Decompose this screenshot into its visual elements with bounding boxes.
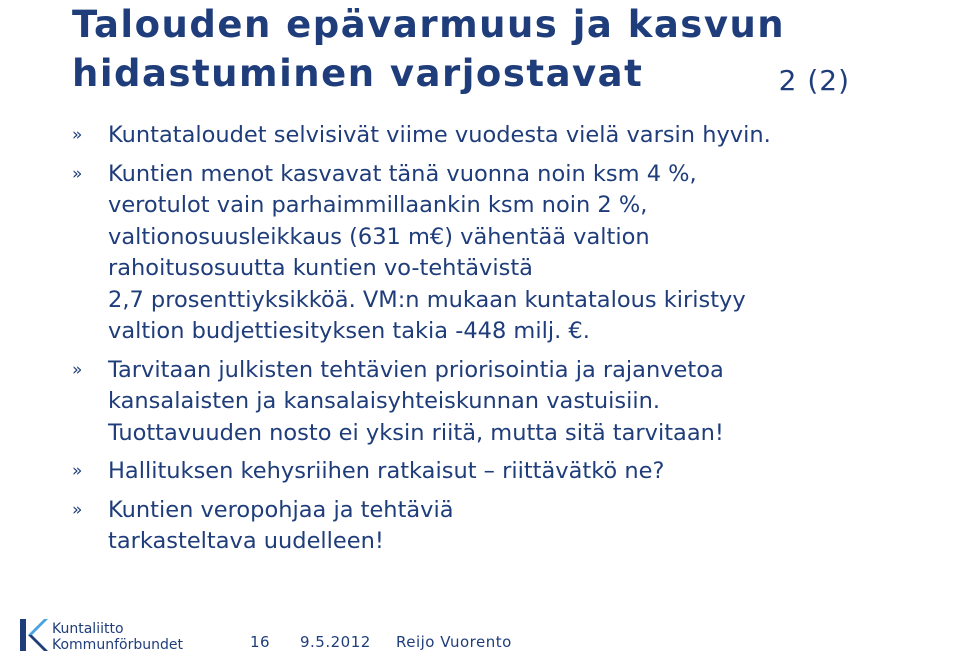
slide-title <box>72 0 932 98</box>
slide-title-line-1: Talouden epävarmuus ja kasvun <box>72 3 786 46</box>
bullet-text: Tarvitaan julkisten tehtävien priorisointia ja rajanvetoa kansalaisten ja kansalaisyhteiskunnan vastuisiin. Tuottavuuden nosto ei yksin riitä, mutta sitä tarvitaan! <box>108 356 724 446</box>
bullet-item <box>72 159 932 348</box>
bullet-text: Kuntien menot kasvavat tänä vuonna noin ksm 4 %, verotulot vain parhaimmillaankin ksm noin 2 %, valtionosuusleikkaus (631 m€) vähentää valtion rahoitusosuutta kuntien vo-tehtävistä 2,7 prosenttiyksikköä. VM:n mukaan kuntatalous kiristyy valtion budjettiesityksen takia -448 milj. €. <box>108 160 746 344</box>
bullet-marker: » <box>72 461 83 481</box>
kuntaliitto-logo-icon <box>18 615 48 655</box>
page-indicator: 2 (2) <box>778 64 850 97</box>
logo-text-swedish: Kommunförbundet <box>52 637 183 653</box>
bullet-item <box>72 355 932 450</box>
kuntaliitto-logo <box>18 615 218 659</box>
slide-title-line-2: hidastuminen varjostavat <box>72 52 644 95</box>
slide-footer <box>0 607 960 667</box>
bullet-item <box>72 456 932 488</box>
bullet-item <box>72 120 932 152</box>
bullet-marker: » <box>72 125 83 145</box>
bullet-marker: » <box>72 499 83 520</box>
bullet-text: Hallituksen kehysriihen ratkaisut – riittävätkö ne? <box>108 458 665 484</box>
slide-author: Reijo Vuorento <box>396 633 512 651</box>
bullet-text: Kuntataloudet selvisivät viime vuodesta vielä varsin hyvin. <box>108 122 771 148</box>
bullet-marker: » <box>72 359 83 380</box>
bullet-list <box>72 120 932 565</box>
bullet-item <box>72 495 932 558</box>
slide-number: 16 <box>250 633 271 651</box>
bullet-text: Kuntien veropohjaa ja tehtäviä tarkasteltava uudelleen! <box>108 496 454 554</box>
logo-text-finnish: Kuntaliitto <box>52 621 124 637</box>
slide-date: 9.5.2012 <box>300 633 371 651</box>
bullet-marker: » <box>72 163 83 184</box>
